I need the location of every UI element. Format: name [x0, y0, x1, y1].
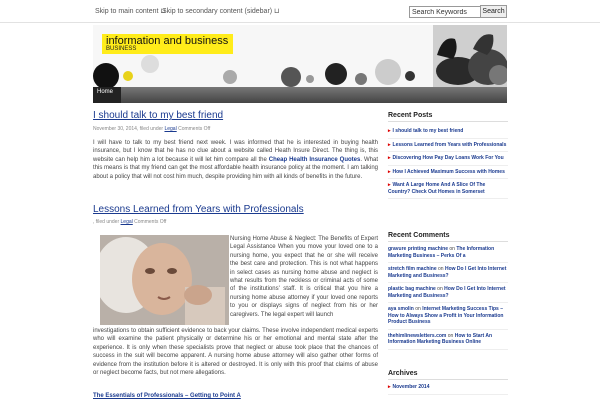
decor-dot	[375, 59, 401, 85]
main-nav	[93, 87, 507, 103]
decor-dot	[325, 63, 347, 85]
recent-comment-item	[388, 263, 508, 283]
comment-post-link[interactable]: Internet Marketing Success Tips – How to Always Show a Profit in Your Information Product Business	[388, 306, 504, 325]
post-body-text: . What this means is that my friend can get the most affordable health insurance policy at the moment. I am talking about a policy that will not cost him much, despite providing him with all kinds of benefits in the future.	[93, 156, 378, 180]
comment-author-link[interactable]: thehimlinewsletters.com	[388, 332, 447, 339]
decor-dot	[355, 73, 367, 85]
post-category-link[interactable]: Legal	[120, 219, 133, 225]
post-body-side: Nursing Home Abuse & Neglect: The Benefits of Expert Legal Assistance When you move your loved one to a nursing home, you expect that he or she will receive the best care and protection. This is not what happens in select cases as nursing home abuse and neglect is what results from the reckless or criminal acts of some of the institutions' staff. It is critical that you hire a nursing home abuse attorney if your loved one reports to you or displays signs of neglect from his or her caregivers. The legal expert will launch	[230, 236, 378, 318]
post-date: November 30, 2014	[93, 126, 137, 132]
recent-comment-item	[388, 243, 508, 263]
bullet-icon: ▸	[388, 384, 391, 390]
nav-home[interactable]: Home	[93, 87, 121, 103]
recent-post-link[interactable]: Want A Large Home And A Slice Of The Country? Check Out Homes in Somerset	[388, 182, 486, 195]
recent-comment-item	[388, 283, 508, 303]
bullet-icon: ▸	[388, 155, 391, 161]
comment-on-label: on	[446, 332, 455, 339]
comment-on-label: on	[413, 306, 423, 312]
recent-comments-list	[388, 243, 508, 350]
post-subheading[interactable]: The Essentials of Professionals – Getting to Point A	[93, 393, 241, 399]
recent-comment-item	[388, 330, 508, 350]
post-meta	[93, 126, 210, 132]
post-filed-label: , filed under	[93, 219, 120, 225]
comment-on-label: on	[436, 266, 445, 272]
bullet-icon: ▸	[388, 128, 391, 134]
bullet-icon: ▸	[388, 168, 391, 175]
recent-comments-title: Recent Comments	[388, 232, 508, 242]
recent-comment-item	[388, 303, 508, 330]
decor-dot	[306, 75, 314, 83]
recent-post-item[interactable]	[388, 152, 508, 166]
post-comments: Comments Off	[134, 219, 167, 225]
comment-post-link[interactable]: The Information Marketing Business – Perks Of a	[388, 246, 495, 259]
recent-post-item[interactable]	[388, 139, 508, 153]
recent-posts-title: Recent Posts	[388, 112, 508, 122]
elderly-woman-photo	[100, 235, 229, 325]
recent-post-item[interactable]	[388, 166, 508, 180]
comment-post-link[interactable]: How to Start An Information Marketing Business Online	[388, 332, 493, 345]
post-body-full: investigations to obtain sufficient evidence to back your claims. These involve independent medical experts who will examine the patient physically or determine his or her emotional and mental state after the experience. It is only when these specialists prove that neglect or abuse took place that the chances of success in the suit will become apparent. A nursing home abuse attorney will also gather other forms of evidence from the institution before it is altered or destroyed. It is only with this proof that claims of abuse or neglect become facts, but not mere allegations.	[93, 328, 378, 377]
comment-on-label: on	[448, 246, 457, 252]
comment-post-link[interactable]: How Do I Get Into Internet Marketing and Business?	[388, 266, 507, 279]
decor-dot	[281, 67, 301, 87]
post-comments: Comments Off	[178, 126, 211, 132]
post-title[interactable]: Lessons Learned from Years with Professionals	[93, 204, 304, 215]
post-body	[93, 139, 378, 181]
comment-author-link[interactable]: gravure printing machine	[388, 246, 449, 252]
site-title[interactable]: information and business	[106, 35, 229, 47]
site-title-box	[102, 34, 233, 54]
skip-sidebar-link[interactable]: Skip to secondary content (sidebar) ⊔	[162, 8, 280, 15]
post-title[interactable]: I should talk to my best friend	[93, 110, 224, 121]
recent-post-link[interactable]: Lessons Learned from Years with Professionals	[392, 141, 507, 148]
post-image	[100, 235, 229, 325]
site-subtitle: BUSINESS	[106, 46, 137, 52]
recent-post-item[interactable]	[388, 125, 508, 139]
decor-dot	[123, 71, 133, 81]
post-meta	[93, 219, 166, 225]
top-bar	[0, 0, 600, 23]
comment-author-link[interactable]: aya smolin	[388, 306, 414, 312]
archive-link[interactable]: November 2014	[392, 384, 430, 390]
archives-list	[388, 381, 508, 395]
comment-on-label: on	[435, 286, 445, 292]
decor-dot	[93, 63, 119, 87]
decor-dot	[405, 71, 415, 81]
decor-dot	[141, 55, 159, 73]
recent-post-link[interactable]: How I Achieved Maximum Success with Homes	[392, 168, 505, 175]
recent-posts-list	[388, 125, 508, 199]
post-filed-label: , filed under	[136, 126, 164, 132]
bullet-icon: ▸	[388, 182, 391, 188]
archives-title: Archives	[388, 370, 508, 380]
site-header	[93, 25, 507, 87]
post-category-link[interactable]: Legal	[164, 126, 177, 132]
comment-author-link[interactable]: plastic bag machine	[388, 286, 436, 292]
recent-post-link[interactable]: Discovering How Pay Day Loans Work For You	[392, 155, 504, 161]
post-body-text: I will have to talk to my best friend next week. I was informed that he is interested in buying health insurance, but I know that he has no clue about a website called Heath Insure Direct. The thing is, this website can help him a lot because it will let him compare all the	[93, 140, 378, 163]
decor-dot	[223, 70, 237, 84]
bullet-icon: ▸	[388, 141, 391, 148]
skip-main-link[interactable]: Skip to main content ⊔	[95, 8, 166, 15]
recent-post-item[interactable]	[388, 179, 508, 199]
post-body-link[interactable]: Cheap Health Insurance Quotes	[268, 156, 361, 163]
comment-author-link[interactable]: stretch film machine	[388, 266, 437, 272]
comment-post-link[interactable]: How Do I Get Into Internet Marketing and Business?	[388, 286, 506, 299]
search-button[interactable]: Search	[480, 5, 507, 18]
recent-post-link[interactable]: I should talk to my best friend	[392, 128, 464, 134]
camels-image	[433, 25, 507, 87]
archive-item[interactable]	[388, 381, 508, 395]
search-input[interactable]	[409, 6, 481, 18]
